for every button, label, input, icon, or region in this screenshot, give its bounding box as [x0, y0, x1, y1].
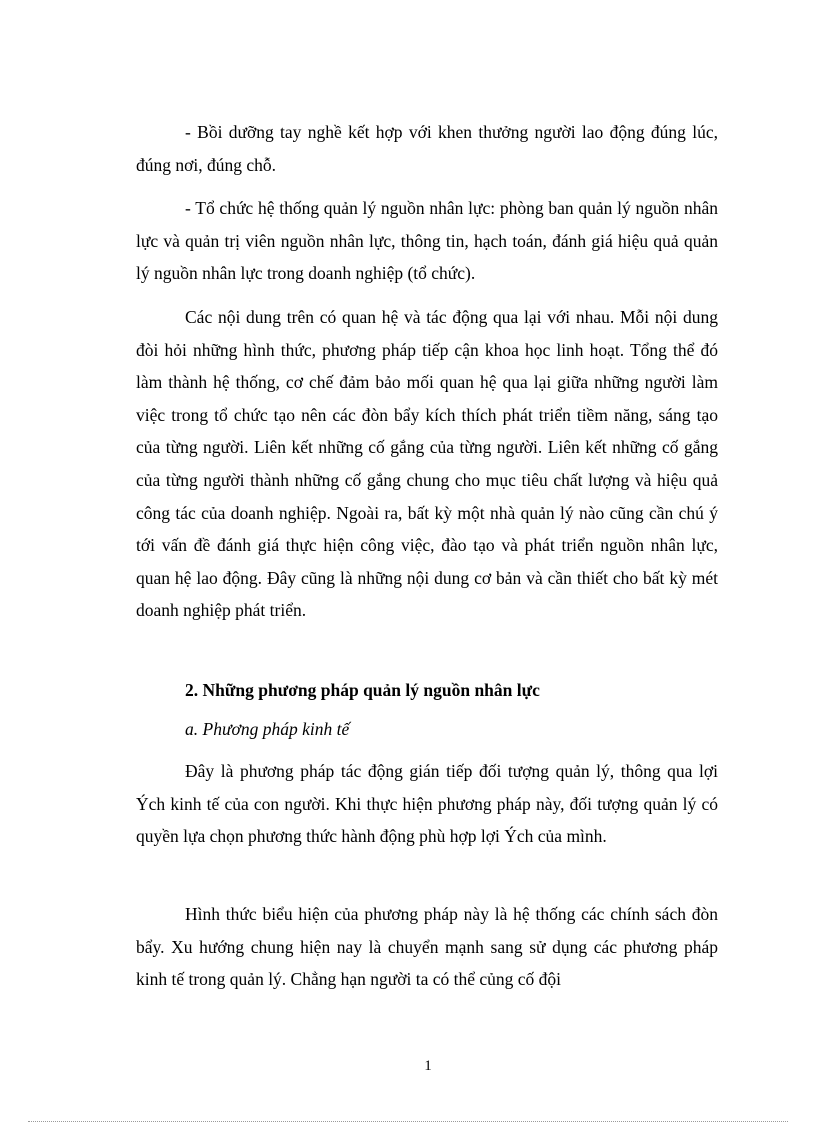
paragraph-economic-method: Đây là phương pháp tác động gián tiếp đối tượng quản lý, thông qua lợi Ých kinh tế của con người. Khi thực hiện phương pháp này, đối tượng quản lý có quyền lựa chọn phương thức hành động phù hợp lợi Ých của mình.: [136, 761, 718, 847]
paragraph-training: - Bồi dưỡng tay nghề kết hợp với khen thưởng người lao động đúng lúc, đúng nơi, đúng chỗ.: [136, 122, 718, 175]
page-number: 1: [424, 1058, 432, 1074]
page-bottom-rule: [28, 1121, 788, 1122]
paragraph-hr-organization: - Tổ chức hệ thống quản lý nguồn nhân lực: phòng ban quản lý nguồn nhân lực và quản trị viên nguồn nhân lực, thông tin, hạch toán, đánh giá hiệu quả quản lý nguồn nhân lực trong doanh nghiệp (tổ chức).: [136, 198, 718, 284]
paragraph-content-relations: Các nội dung trên có quan hệ và tác động qua lại với nhau. Mỗi nội dung đòi hỏi những hình thức, phương pháp tiếp cận khoa học linh hoạt. Tổng thể đó làm thành hệ thống, cơ chế đảm bảo mối quan hệ qua lại giữa những người làm việc trong tổ chức tạo nên các đòn bẩy kích thích phát triển tiềm năng, sáng tạo của từng người. Liên kết những cố gắng của từng người. Liên kết những cố gắng của từng người thành những cố gắng chung cho mục tiêu chất lượng và hiệu quả công tác của doanh nghiệp. Ngoài ra, bất kỳ một nhà quản lý nào cũng cần chú ý tới vấn đề đánh giá thực hiện công việc, đào tạo và phát triển nguồn nhân lực, quan hệ lao động. Đây cũng là những nội dung cơ bản và cần thiết cho bất kỳ mét doanh nghiệp phát triển.: [136, 307, 718, 621]
paragraph-policy-levers: Hình thức biểu hiện của phương pháp này là hệ thống các chính sách đòn bẩy. Xu hướng chung hiện nay là chuyển mạnh sang sử dụng các phương pháp kinh tế trong quản lý. Chẳng hạn người ta có thể củng cố đội: [136, 904, 718, 990]
section-heading: 2. Những phương pháp quản lý nguồn nhân lực: [185, 680, 540, 700]
subsection-heading: a. Phương pháp kinh tế: [185, 719, 350, 739]
